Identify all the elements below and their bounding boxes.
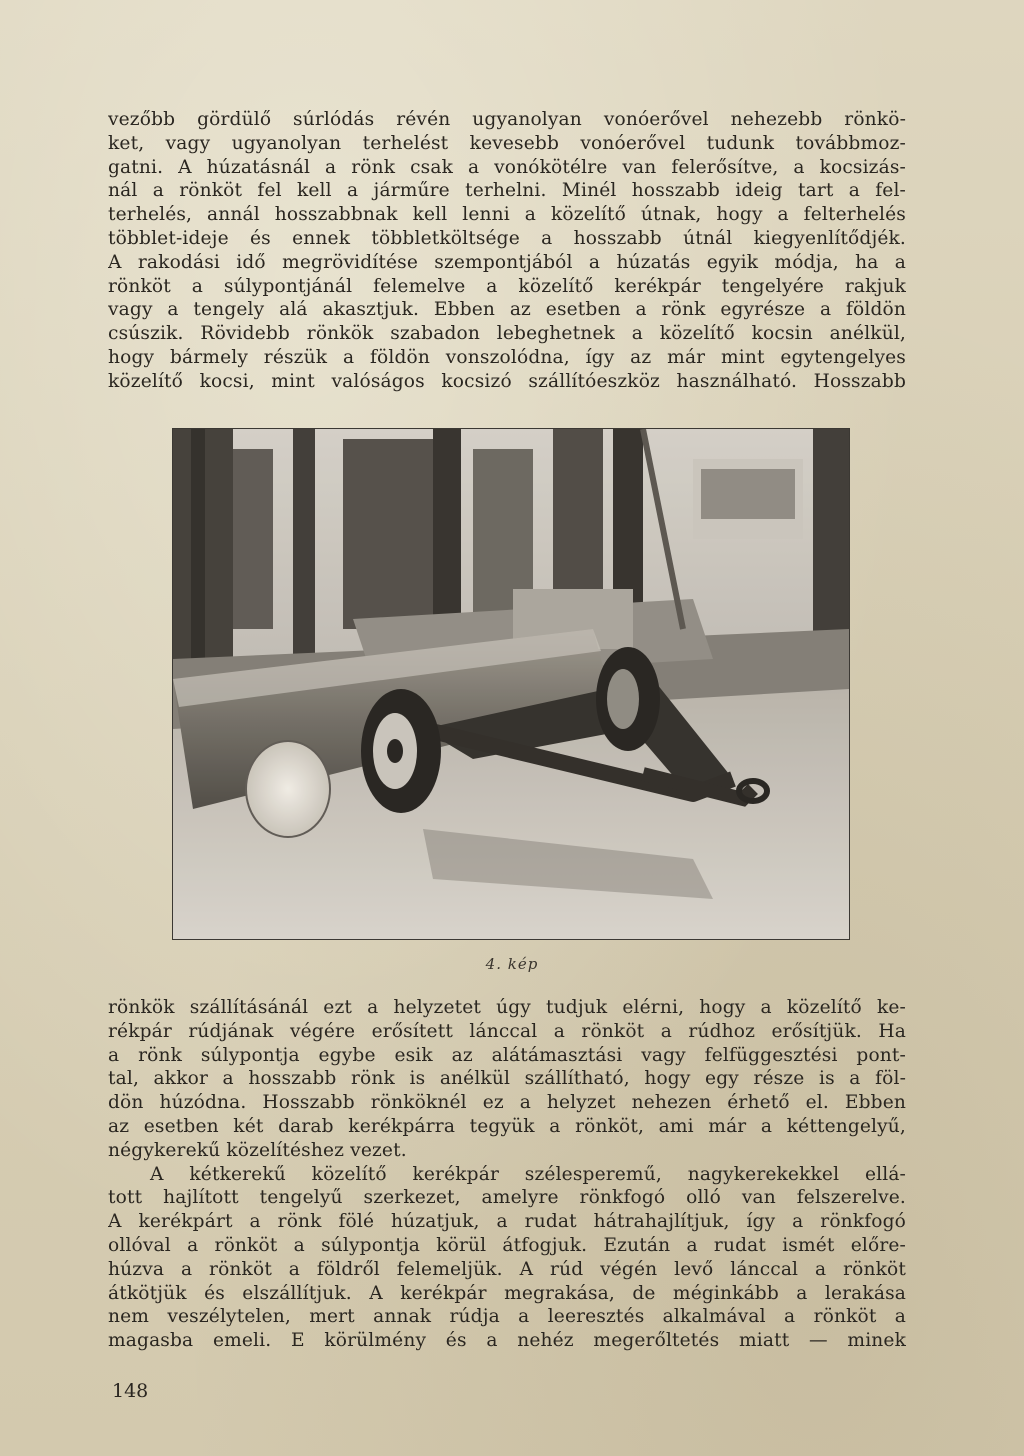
top-paragraph [108, 108, 906, 394]
figure-caption: 4. kép [485, 955, 539, 973]
text-line: a rönk súlypontja egybe esik az alátámasztási vagy felfüggesztési pont- [108, 1044, 906, 1066]
text-line: csúszik. Rövidebb rönkök szabadon lebeghetnek a közelítő kocsin anélkül, [108, 323, 906, 345]
text-line: húzva a rönköt a földről felemeljük. A rúd végén levő lánccal a rönköt [108, 1258, 906, 1280]
text-line: rönköt a súlypontjánál felemelve a közelítő kerékpár tengelyére rakjuk [108, 275, 906, 297]
page-number: 148 [112, 1380, 149, 1402]
text-line: közelítő kocsi, mint valóságos kocsizó szállítóeszköz használható. Hosszabb [108, 370, 906, 392]
text-line: gatni. A húzatásnál a rönk csak a vonókötélre van felerősítve, a kocsizás- [108, 156, 906, 178]
bottom-paragraphs [108, 996, 906, 1353]
text-line: ket, vagy ugyanolyan terhelést kevesebb vonóerővel tudunk továbbmoz- [108, 132, 906, 154]
text-line: az esetben két darab kerékpárra tegyük a rönköt, ami már a kéttengelyű, [108, 1115, 906, 1137]
text-line: A rakodási idő megrövidítése szempontjából a húzatás egyik módja, ha a [108, 251, 906, 273]
text-line: A kerékpárt a rönk fölé húzatjuk, a rudat hátrahajlítjuk, így a rönkfogó [108, 1211, 906, 1233]
text-line: nál a rönköt fel kell a járműre terhelni. Minél hosszabb ideig tart a fel- [108, 180, 906, 202]
text-line: tal, akkor a hosszabb rönk is anélkül szállítható, hogy egy része is a föl- [108, 1068, 906, 1090]
text-line: rönkök szállításánál ezt a helyzetet úgy tudjuk elérni, hogy a közelítő ke- [108, 997, 906, 1018]
text-line: rékpár rúdjának végére erősített lánccal a rönköt a rúdhoz erősítjük. Ha [108, 1020, 906, 1042]
text-line: hogy bármely részük a földön vonszolódna, így az már mint egytengelyes [108, 346, 906, 368]
photo-log-skidding-cart [172, 428, 850, 940]
text-line: átkötjük és elszállítjuk. A kerékpár megrakása, de méginkább a lerakása [108, 1282, 906, 1304]
text-line: többlet-ideje és ennek többletköltsége a hosszabb útnál kiegyenlítődjék. [108, 227, 906, 249]
text-line: A kétkerekű közelítő kerékpár szélesperemű, nagykerekekkel ellá- [150, 1163, 906, 1185]
text-line: ollóval a rönköt a súlypontja körül átfogjuk. Ezután a rudat ismét előre- [108, 1234, 906, 1256]
text-line: dön húzódna. Hosszabb rönköknél ez a helyzet nehezen érhető el. Ebben [108, 1092, 906, 1114]
text-line: magasba emeli. E körülmény és a nehéz megerőltetés miatt — minek [108, 1330, 906, 1352]
text-line: vezőbb gördülő súrlódás révén ugyanolyan vonóerővel nehezebb rönkö- [108, 109, 906, 130]
text-line: négykerekű közelítéshez vezet. [108, 1139, 407, 1161]
text-line: vagy a tengely alá akasztjuk. Ebben az esetben a rönk egyrésze a földön [108, 299, 906, 321]
text-line: tott hajlított tengelyű szerkezet, amelyre rönkfogó olló van felszerelve. [108, 1187, 906, 1209]
text-line: nem veszélytelen, mert annak rúdja a leeresztés alkalmával a rönköt a [108, 1306, 906, 1328]
text-line: terhelés, annál hosszabbnak kell lenni a közelítő útnak, hogy a felterhelés [108, 204, 906, 226]
